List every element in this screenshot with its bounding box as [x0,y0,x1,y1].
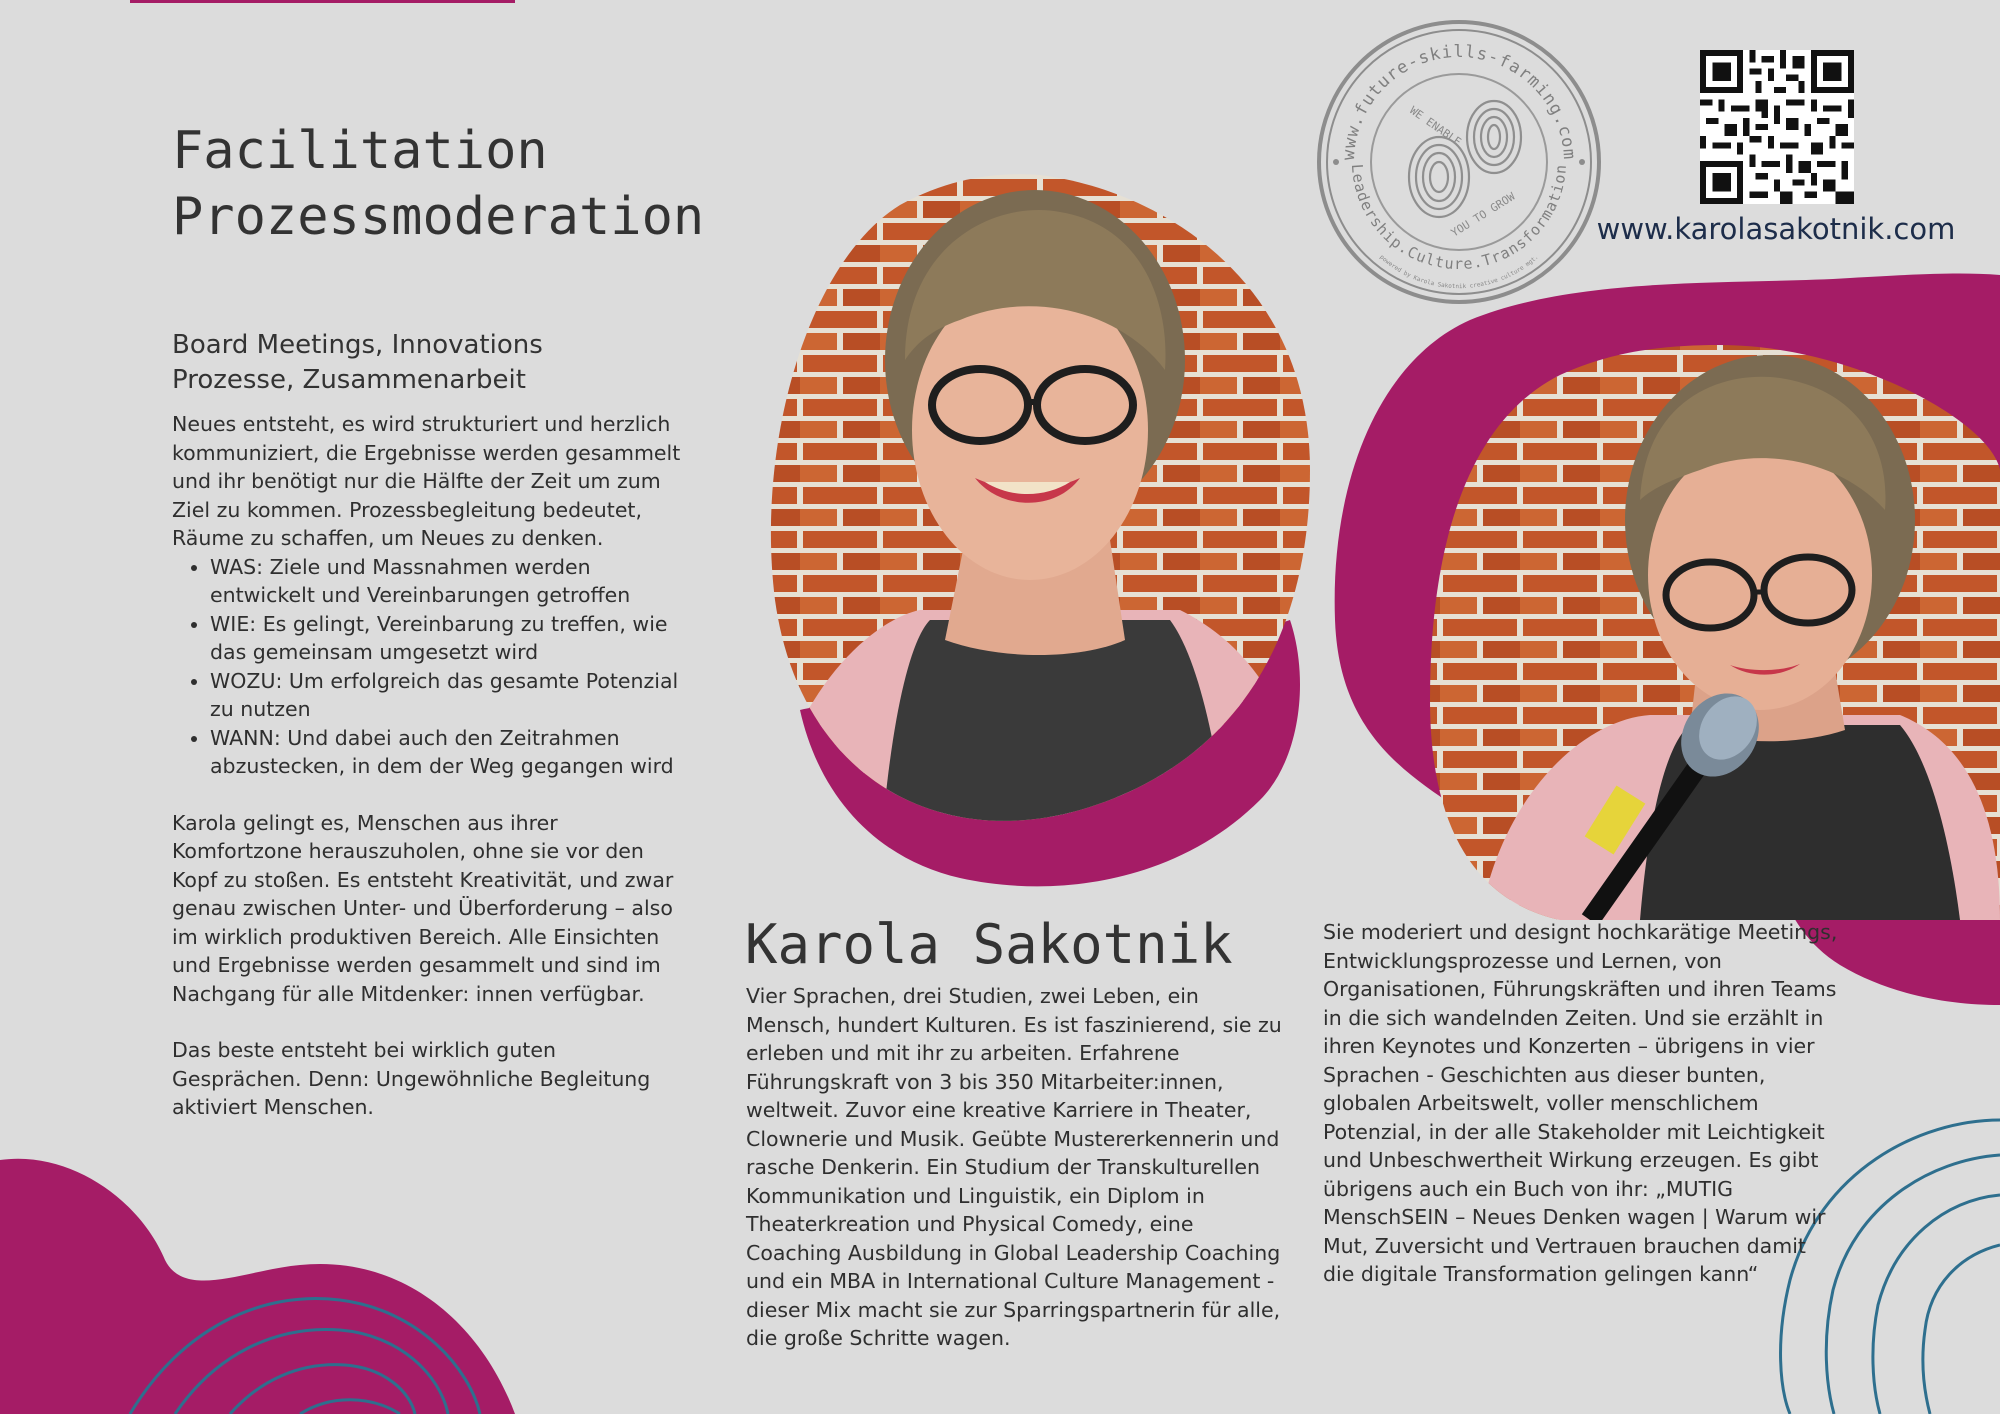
stamp-bottom-text: Leadership.Culture.Transformation [1347,163,1571,274]
stamp-inner-bottom: YOU TO GROW [1448,189,1518,240]
list-item: • WANN: Und dabei auch den Zeitrahmen abzustecken, in dem der Weg gegangen wird [210,724,682,781]
subheading [172,328,543,398]
subheading-line-2: Prozesse, Zusammenarbeit [172,365,526,395]
page-title [172,118,704,250]
bullet-list [172,553,682,781]
stamp-fine-print: powered by Karola Sakotnik creative culture mgt. [1378,253,1540,291]
paragraph-2: Karola gelingt es, Menschen aus ihrer Komfortzone herauszuholen, ohne sie vor den Kopf zu stoßen. Es entsteht Kreativität, und zwar genau zwischen Unter- und Überforderung – also im wirklich produktiven Bereich. Alle Einsichten und Ergebnisse werden gesammelt und sind im Nachgang für alle Mitdenker: innen verfügbar. [172,810,674,1006]
paragraph-3: Das beste entsteht bei wirklich guten Gesprächen. Denn: Ungewöhnliche Begleitung aktiviert Menschen. [172,1038,651,1119]
qr-code[interactable] [1700,50,1854,204]
website-link[interactable]: www.karolasakotnik.com [1596,212,1956,246]
portrait-photo-2 [1420,340,2000,930]
stamp-top-text: www.future-skills-farming.com [1338,42,1580,161]
left-column [172,410,682,1122]
future-skills-stamp [1314,12,1604,312]
title-line-1: Facilitation [172,121,548,181]
intro-paragraph: Neues entsteht, es wird strukturiert und herzlich kommuniziert, die Ergebnisse werden gesammelt und ihr benötigt nur die Hälfte der Zeit um zum Ziel zu kommen. Prozessbegleitung bedeutet, Räume zu schaffen, um Neues zu denken. [172,412,681,550]
list-item: • WAS: Ziele und Massnahmen werden entwickelt und Vereinbarungen getroffen [210,553,682,610]
title-line-2: Prozessmoderation [172,187,705,247]
bio-paragraph: Vier Sprachen, drei Studien, zwei Leben, ein Mensch, hundert Kulturen. Es ist faszinierend, sie zu erleben und mit ihr zu arbeiten. Erfahrene Führungskraft von 3 bis 350 Mitarbeiter:innen, weltweit. Zuvor eine kreative Karriere in Theater, Clownerie und Musik. Geübte Mustererkennerin und rasche Denkerin. Ein Studium der Transkulturellen Kommunikation und Linguistik, ein Diplom in Theaterkreation und Physical Comedy, eine Coaching Ausbildung in Global Leadership Coaching und ein MBA in International Culture Management - dieser Mix macht sie zur Sparringspartnerin für alle, die große Schritte wagen. [746,984,1282,1350]
stamp-inner-top: WE ENABLE [1407,103,1464,149]
subheading-line-1: Board Meetings, Innovations [172,330,543,360]
portrait-photo-1 [760,170,1320,860]
bio-paragraph-2: Sie moderiert und designt hochkarätige Meetings, Entwicklungsprozesse und Lernen, von Organisationen, Führungskräften und ihren Teams in die sich wandelnden Zeiten. Und sie erzählt in ihren Keynotes und Konzerten – übrigens in vier Sprachen - Geschichten aus dieser bunten, globalen Arbeitswelt, voller menschlichem Potenzial, in der alle Stakeholder mit Leichtigkeit und Unbeschwertheit Wirkung erzeugen. Es gibt übrigens auch ein Buch von ihr: „MUTIG MenschSEIN – Neues Denken wagen | Warum wir Mut, Zuversicht und Vertrauen brauchen damit die digitale Transformation gelingen kann“ [1323,920,1838,1286]
person-name: Karola Sakotnik [745,913,1233,976]
list-item: • WOZU: Um erfolgreich das gesamte Potenzial zu nutzen [210,667,682,724]
list-item: • WIE: Es gelingt, Vereinbarung zu treffen, wie das gemeinsam umgesetzt wird [210,610,682,667]
